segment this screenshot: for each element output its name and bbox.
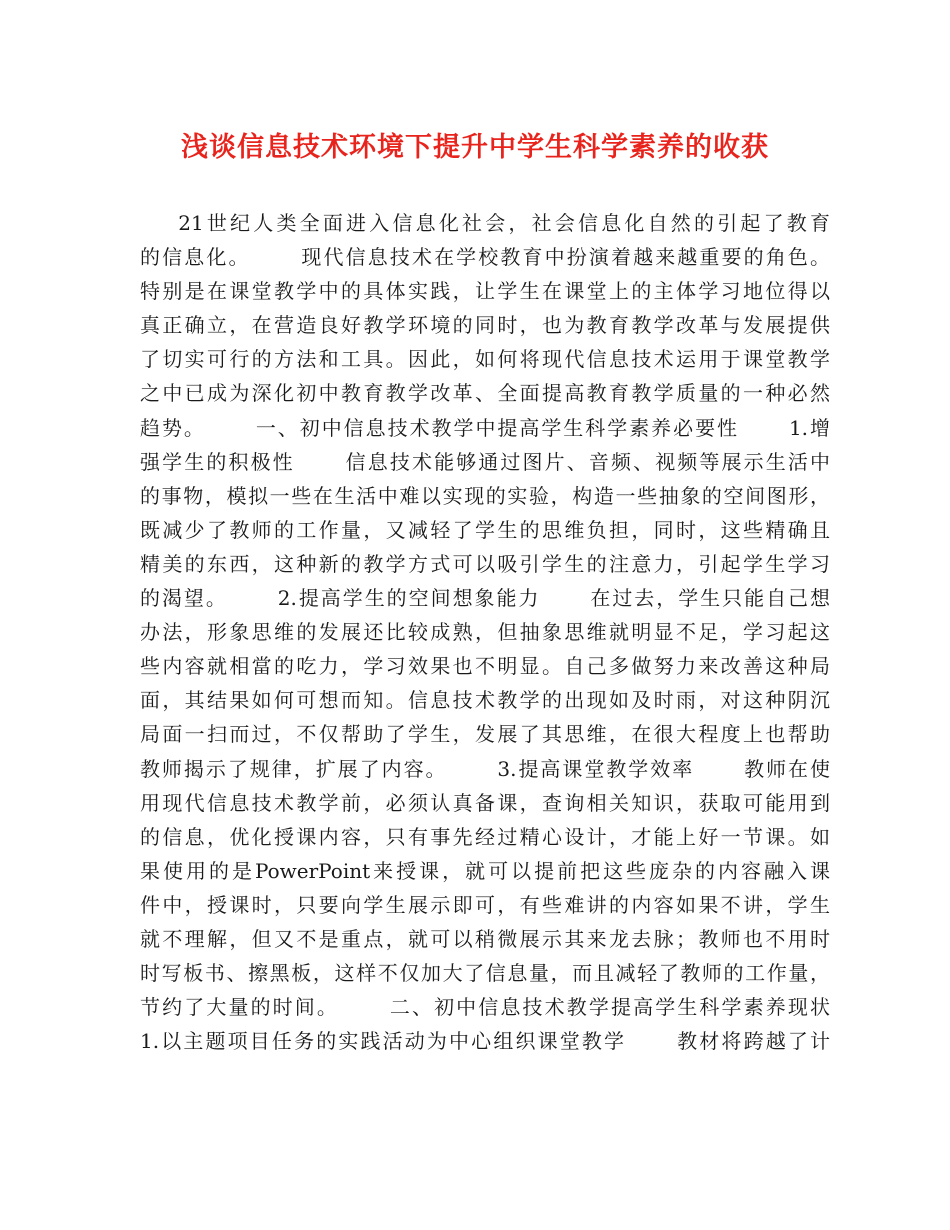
body-line: 用现代信息技术教学前，必须认真备课，查询相关知识，获取可能用到 <box>140 790 830 815</box>
document-body <box>140 206 830 1058</box>
body-line: 1.以主题项目任务的实践活动为中心组织课堂教学 教材将跨越了计 <box>140 1029 830 1054</box>
body-line: 办法，形象思维的发展还比较成熟，但抽象思维就明显不足，学习起这 <box>140 620 830 645</box>
body-line: 特别是在课堂教学中的具体实践，让学生在课堂上的主体学习地位得以 <box>140 279 830 304</box>
body-line: 既减少了教师的工作量，又减轻了学生的思维负担，同时，这些精确且 <box>140 517 830 542</box>
body-line: 面，其结果如何可想而知。信息技术教学的出现如及时雨，对这种阴沉 <box>140 688 830 713</box>
body-line: 果使用的是PowerPoint来授课，就可以提前把这些庞杂的内容融入课 <box>140 858 830 883</box>
document-title: 浅谈信息技术环境下提升中学生科学素养的收获 <box>181 132 769 163</box>
body-line: 件中，授课时，只要向学生展示即可，有些难讲的内容如果不讲，学生 <box>140 892 830 917</box>
body-line: 就不理解，但又不是重点，就可以稍微展示其来龙去脉；教师也不用时 <box>140 926 830 951</box>
body-line: 的信息化。 现代信息技术在学校教育中扮演着越来越重要的角色。 <box>140 245 830 270</box>
body-line: 21世纪人类全面进入信息化社会，社会信息化自然的引起了教育 <box>140 211 830 235</box>
body-line: 之中已成为深化初中教育教学改革、全面提高教育教学质量的一种必然 <box>140 381 830 406</box>
body-line: 的信息，优化授课内容，只有事先经过精心设计，才能上好一节课。如 <box>140 824 830 849</box>
body-line: 节约了大量的时间。 二、初中信息技术教学提高学生科学素养现状 <box>140 995 830 1020</box>
body-line: 趋势。 一、初中信息技术教学中提高学生科学素养必要性 1.增 <box>140 415 830 440</box>
body-line: 的渴望。 2.提高学生的空间想象能力 在过去，学生只能自己想 <box>140 586 830 611</box>
body-line: 精美的东西，这种新的教学方式可以吸引学生的注意力，引起学生学习 <box>140 551 830 576</box>
body-line: 局面一扫而过，不仅帮助了学生，发展了其思维，在很大程度上也帮助 <box>140 722 830 747</box>
body-line: 些内容就相當的吃力，学习效果也不明显。自己多做努力来改善这种局 <box>140 654 830 679</box>
body-line: 时写板书、擦黑板，这样不仅加大了信息量，而且减轻了教师的工作量， <box>140 961 830 986</box>
body-line: 的事物，模拟一些在生活中难以实现的实验，构造一些抽象的空间图形， <box>140 483 830 508</box>
body-line: 真正确立，在营造良好教学环境的同时，也为教育教学改革与发展提供 <box>140 313 830 338</box>
body-line: 了切实可行的方法和工具。因此，如何将现代信息技术运用于课堂教学 <box>140 347 830 372</box>
body-line: 强学生的积极性 信息技术能够通过图片、音频、视频等展示生活中 <box>140 449 830 474</box>
body-line: 教师揭示了规律，扩展了内容。 3.提高课堂教学效率 教师在使 <box>140 756 830 781</box>
